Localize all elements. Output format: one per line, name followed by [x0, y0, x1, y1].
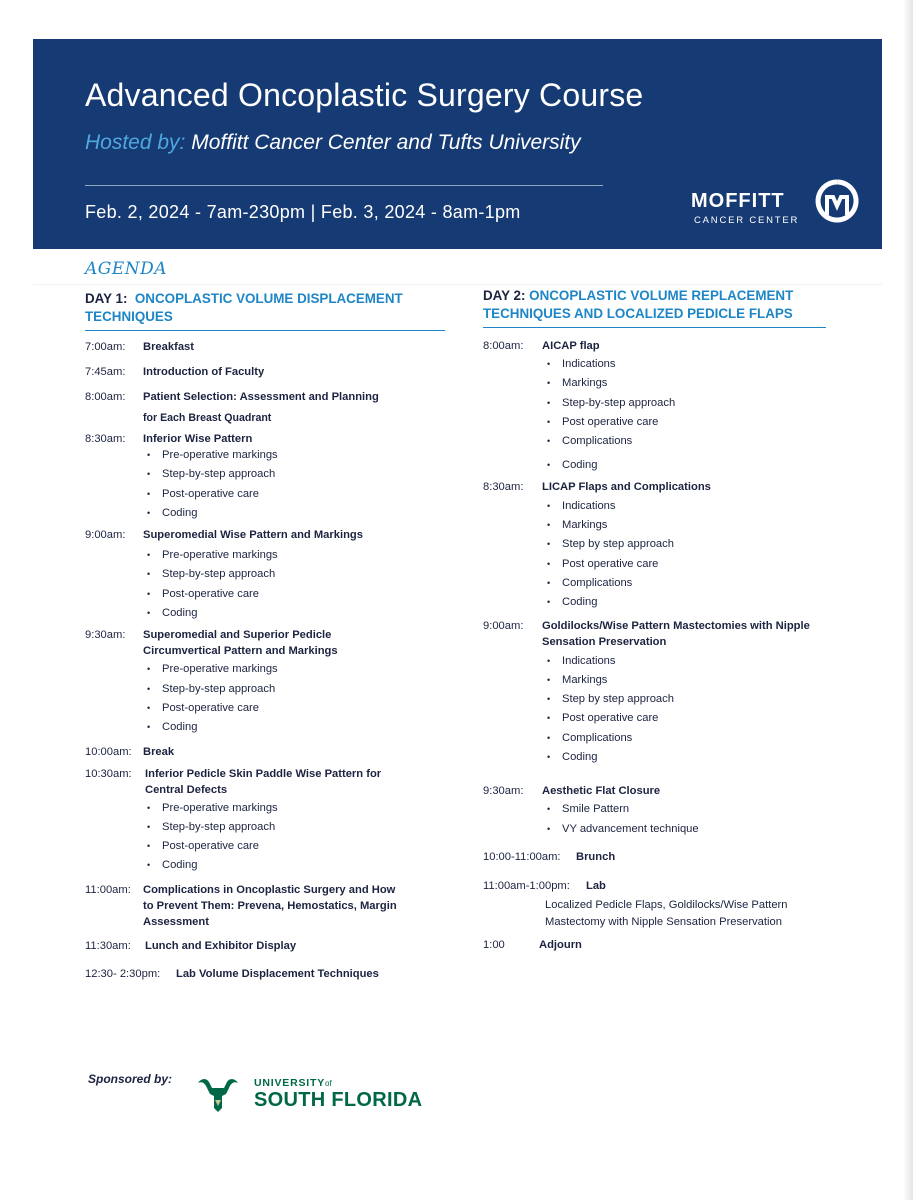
day2-column — [483, 287, 843, 953]
subtopic-item: • Post operative care — [547, 555, 843, 574]
subtopic-item: • Coding — [147, 856, 445, 875]
bull-horns-icon — [195, 1076, 241, 1116]
subtopic-item: • Step by step approach — [547, 535, 843, 554]
item-time: 11:30am: — [85, 939, 131, 952]
day1-title — [85, 290, 445, 331]
subtopic-item: • Markings — [547, 374, 843, 393]
subtopic-item: • Post operative care — [547, 413, 843, 432]
item-title: Introduction of Faculty — [143, 366, 265, 378]
subtopic-list — [483, 800, 843, 839]
item-title: Inferior Wise Pattern — [143, 433, 253, 445]
day2-label: DAY 2: — [483, 288, 526, 303]
agenda-item — [85, 882, 445, 930]
item-title: Complications in Oncoplastic Surgery and How to Prevent Them: Prevena, Hemostatics, Margin Assessment — [143, 883, 397, 928]
subtopic-item: • Complications — [547, 729, 843, 748]
item-title: LICAP Flaps and Complications — [542, 480, 711, 493]
agenda-item — [483, 937, 843, 953]
subtopic-item: • Markings — [547, 671, 843, 690]
subtopic-list — [85, 446, 445, 523]
day1-label: DAY 1: — [85, 291, 128, 306]
subtopic-item: • Smile Pattern — [547, 800, 843, 819]
item-time: 11:00am-1:00pm: — [483, 879, 570, 892]
item-time: 8:00am: — [483, 340, 524, 352]
item-description: Localized Pedicle Flaps, Goldilocks/Wise Pattern Mastectomy with Nipple Sensation Preservation — [545, 898, 788, 928]
hosted-label: Hosted by: — [85, 131, 186, 154]
subtopic-item: • Step-by-step approach — [547, 394, 843, 413]
subtopic-list — [85, 799, 445, 876]
day1-column — [85, 290, 445, 982]
subtopic-item: • Indications — [547, 652, 843, 671]
item-title: Aesthetic Flat Closure — [542, 785, 661, 798]
usf-university-word: UNIVERSITY — [254, 1077, 326, 1089]
agenda-item — [85, 966, 445, 982]
item-title: Lab Volume Displacement Techniques — [176, 967, 379, 980]
item-time: 11:00am: — [85, 883, 131, 896]
agenda-item — [85, 938, 445, 954]
subtopic-item: • Post-operative care — [147, 699, 445, 718]
agenda-item — [85, 339, 445, 355]
agenda-item — [85, 364, 445, 380]
day1-theme: ONCOPLASTIC VOLUME DISPLACEMENT TECHNIQUES — [85, 291, 403, 324]
subtopic-item: • Step-by-step approach — [147, 818, 445, 837]
agenda-divider — [33, 284, 882, 285]
item-title: Superomedial and Superior Pedicle Circumvertical Pattern and Markings — [143, 629, 338, 658]
usf-university — [254, 1077, 332, 1089]
item-time: 9:00am: — [483, 619, 524, 632]
item-time: 12:30- 2:30pm: — [85, 967, 161, 980]
page-edge — [903, 0, 913, 1200]
agenda-item — [85, 627, 445, 737]
subtopic-item: • Post-operative care — [147, 837, 445, 856]
item-title: Superomedial Wise Pattern and Markings — [143, 529, 363, 542]
subtopic-item: • Step-by-step approach — [147, 680, 445, 699]
agenda-item — [85, 431, 445, 523]
day2-theme: ONCOPLASTIC VOLUME REPLACEMENT TECHNIQUES AND LOCALIZED PEDICLE FLAPS — [483, 288, 794, 321]
agenda-item — [85, 766, 445, 876]
subtopic-item: • Coding — [547, 593, 843, 612]
item-time: 10:00-11:00am: — [483, 850, 561, 863]
item-time: 10:00am: — [85, 745, 132, 758]
agenda-item — [483, 618, 843, 768]
subtopic-item: • Coding — [547, 456, 843, 475]
item-time: 8:30am: — [483, 480, 524, 493]
course-title: Advanced Oncoplastic Surgery Course — [85, 77, 644, 113]
item-title: Lab — [586, 879, 606, 892]
item-time: 7:45am: — [85, 366, 126, 378]
moffitt-mark-icon — [815, 179, 859, 227]
agenda-item — [483, 479, 843, 613]
item-title: Break — [143, 745, 175, 758]
subtopic-item: • Step by step approach — [547, 690, 843, 709]
subtopic-item: • Pre-operative markings — [147, 446, 445, 465]
subtopic-item: • Markings — [547, 516, 843, 535]
item-title: AICAP flap — [542, 340, 600, 352]
subtopic-item: • Step-by-step approach — [147, 465, 445, 484]
sponsor-block — [88, 1072, 448, 1122]
item-time: 9:30am: — [483, 785, 524, 798]
subtopic-list — [85, 546, 445, 623]
subtopic-item: • Complications — [547, 432, 843, 451]
item-time: 7:00am: — [85, 341, 126, 353]
hosted-by — [85, 131, 581, 155]
item-title: Goldilocks/Wise Pattern Mastectomies with Nipple Sensation Preservation — [542, 619, 810, 648]
agenda-item — [85, 389, 445, 426]
item-title: Lunch and Exhibitor Display — [145, 939, 297, 952]
subtopic-list — [483, 355, 843, 476]
sponsor-label: Sponsored by: — [88, 1072, 173, 1086]
subtopic-item: • Coding — [147, 718, 445, 737]
header-banner — [33, 39, 882, 249]
day2-title — [483, 287, 826, 328]
hosted-names: Moffitt Cancer Center and Tufts University — [185, 131, 581, 154]
subtopic-list — [483, 652, 843, 768]
item-time: 9:30am: — [85, 629, 126, 642]
item-time: 8:30am: — [85, 433, 126, 445]
agenda-item — [85, 527, 445, 623]
subtopic-item: • Pre-operative markings — [147, 546, 445, 565]
item-time: 1:00 — [483, 938, 505, 951]
item-title: Adjourn — [539, 938, 582, 951]
item-title: Patient Selection: Assessment and Planning — [143, 391, 379, 403]
item-time: 9:00am: — [85, 529, 126, 542]
subtopic-list — [483, 497, 843, 613]
subtopic-item: • VY advancement technique — [547, 820, 843, 839]
agenda-item — [483, 338, 843, 476]
usf-name: SOUTH FLORIDA — [254, 1089, 423, 1111]
subtopic-item: • Pre-operative markings — [147, 799, 445, 818]
agenda-heading: AGENDA — [85, 259, 168, 279]
course-dates: Feb. 2, 2024 - 7am-230pm | Feb. 3, 2024 - 8am-1pm — [85, 202, 521, 222]
subtopic-item: • Indications — [547, 497, 843, 516]
moffitt-logo — [691, 179, 861, 229]
subtopic-item: • Pre-operative markings — [147, 660, 445, 679]
item-title-cont: for Each Breast Quadrant — [143, 412, 272, 424]
subtopic-item: • Coding — [147, 604, 445, 623]
subtopic-item: • Coding — [147, 504, 445, 523]
subtopic-item: • Post-operative care — [147, 585, 445, 604]
item-time: 10:30am: — [85, 767, 132, 780]
agenda-item — [483, 849, 843, 865]
usf-of: of — [325, 1079, 332, 1088]
item-title: Breakfast — [143, 341, 194, 353]
subtopic-item: • Complications — [547, 574, 843, 593]
item-title: Brunch — [576, 850, 616, 863]
logo-subtitle: CANCER CENTER — [694, 215, 800, 226]
subtopic-item: • Post-operative care — [147, 485, 445, 504]
subtopic-item: • Post operative care — [547, 709, 843, 728]
logo-name: MOFFITT — [691, 190, 785, 212]
item-time: 8:00am: — [85, 391, 126, 403]
subtopic-item: • Indications — [547, 355, 843, 374]
agenda-item — [85, 744, 445, 760]
subtopic-list — [85, 660, 445, 737]
agenda-item — [483, 783, 843, 839]
subtopic-item: • Step-by-step approach — [147, 565, 445, 584]
agenda-item — [483, 878, 843, 931]
item-title: Inferior Pedicle Skin Paddle Wise Pattern for Central Defects — [145, 767, 382, 796]
subtopic-item: • Coding — [547, 748, 843, 767]
header-divider — [85, 185, 603, 186]
